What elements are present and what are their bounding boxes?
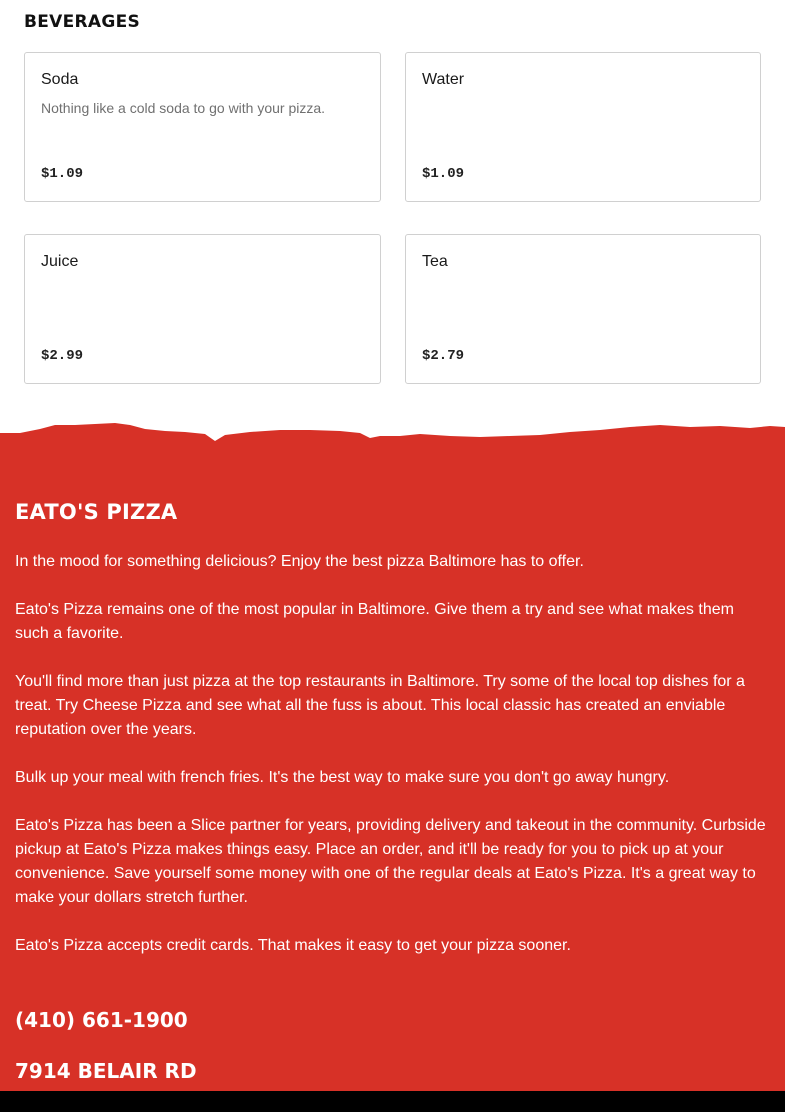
about-paragraph: Bulk up your meal with french fries. It's the best way to make sure you don't go away hungry. bbox=[15, 769, 670, 786]
menu-item-description: Nothing like a cold soda to go with your pizza. bbox=[41, 100, 326, 116]
menu-item-card-juice[interactable] bbox=[24, 234, 381, 384]
about-paragraph: Eato's Pizza accepts credit cards. That makes it easy to get your pizza sooner. bbox=[15, 937, 571, 954]
menu-item-name: Juice bbox=[41, 253, 79, 270]
restaurant-info-footer bbox=[0, 420, 785, 1091]
about-paragraph: Eato's Pizza has been a Slice partner for years, providing delivery and takeout in the community. Curbside pickup at Eato's Pizza makes things easy. Place an order, and it'll be ready for you to pick up at your convenience. Save yourself some money with one of the regular deals at Eato's Pizza. It's a great way to make your dollars stretch further. bbox=[15, 817, 766, 906]
menu-item-price: $2.79 bbox=[422, 348, 465, 364]
bottom-bar bbox=[0, 1091, 785, 1112]
address-link[interactable]: 7914 BELAIR RD bbox=[15, 1059, 197, 1083]
torn-paper-edge bbox=[0, 420, 785, 444]
beverages-section bbox=[0, 0, 785, 425]
phone-number-link[interactable]: (410) 661-1900 bbox=[15, 1008, 188, 1032]
section-title: BEVERAGES bbox=[24, 12, 141, 32]
menu-item-card-soda[interactable] bbox=[24, 52, 381, 202]
restaurant-name: EATO'S PIZZA bbox=[15, 500, 178, 524]
menu-item-price: $2.99 bbox=[41, 348, 84, 364]
about-paragraph: Eato's Pizza remains one of the most popular in Baltimore. Give them a try and see what makes them such a favorite. bbox=[15, 601, 734, 642]
about-paragraph: In the mood for something delicious? Enjoy the best pizza Baltimore has to offer. bbox=[15, 553, 584, 570]
menu-item-price: $1.09 bbox=[41, 166, 84, 182]
menu-item-name: Tea bbox=[422, 253, 448, 270]
menu-item-name: Soda bbox=[41, 71, 79, 88]
menu-item-card-tea[interactable] bbox=[405, 234, 761, 384]
menu-item-name: Water bbox=[422, 71, 465, 88]
menu-item-card-water[interactable] bbox=[405, 52, 761, 202]
about-paragraph: You'll find more than just pizza at the top restaurants in Baltimore. Try some of the local top dishes for a treat. Try Cheese Pizza and see what all the fuss is about. This local classic has created an enviable reputation over the years. bbox=[15, 673, 745, 738]
menu-item-price: $1.09 bbox=[422, 166, 465, 182]
